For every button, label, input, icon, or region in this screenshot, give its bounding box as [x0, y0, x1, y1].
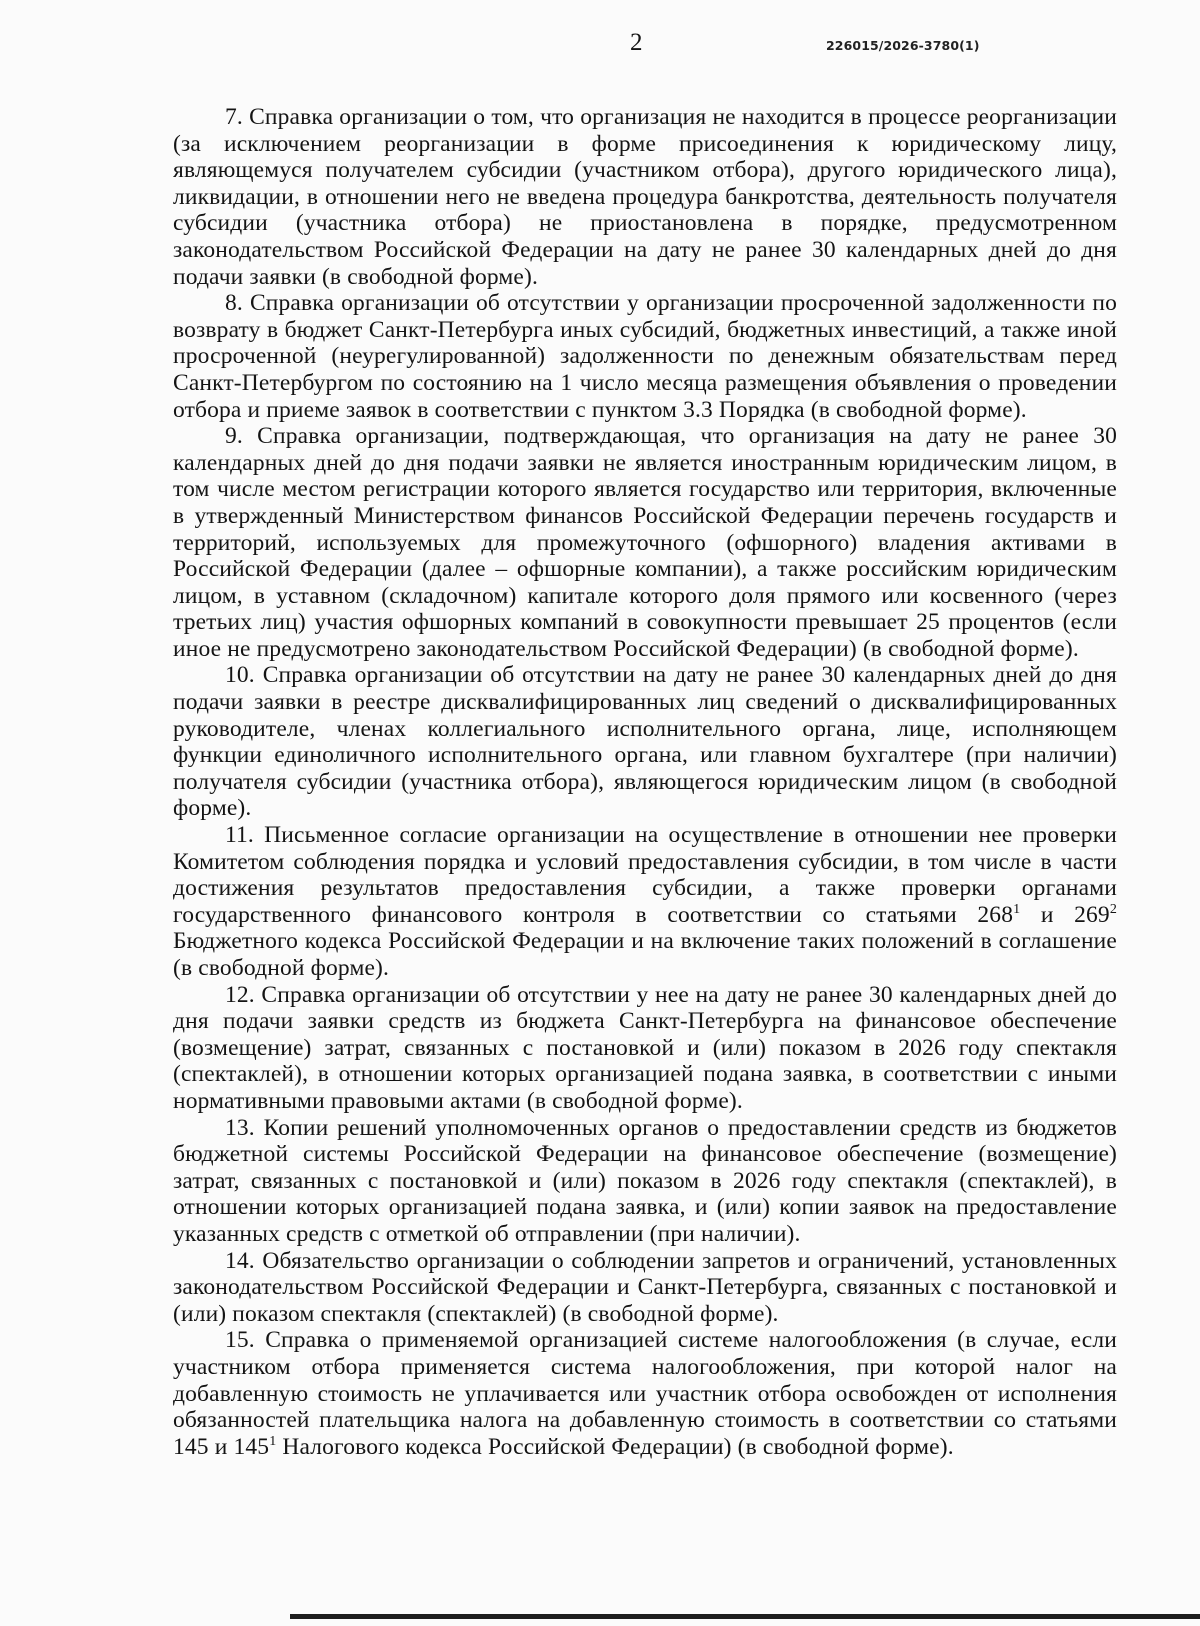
paragraph-11-mid: и 269 — [1020, 901, 1110, 928]
superscript: 2 — [1109, 901, 1117, 917]
paragraph-11 — [173, 822, 1117, 982]
paragraph-11-text: 11. Письменное согласие организации на осуществление в отношении нее проверки Комитетом соблюдения порядка и условий предоставления субсидии, в том числе в части достижения результатов предоставления субсидии, а также проверки органами государственного финансового контроля в соответствии со статьями 268 — [173, 822, 1117, 928]
registration-number: 226015/2026-3780(1) — [826, 38, 980, 53]
superscript: 1 — [1013, 901, 1021, 917]
document-body — [173, 104, 1117, 1460]
paragraph-13: 13. Копии решений уполномоченных органов о предоставлении средств из бюджетов бюджетной системы Российской Федерации на финансовое обеспечение (возмещение) затрат, связанных с постановкой и (или) показом в 2026 году спектакля (спектаклей), в отношении которых организацией подана заявка, и (или) копии заявок на предоставление указанных средств с отметкой об отправлении (при наличии). — [173, 1114, 1117, 1247]
paragraph-14: 14. Обязательство организации о соблюдении запретов и ограничений, установленных законодательством Российской Федерации и Санкт-Петербурга, связанных с постановкой и (или) показом спектакля (спектаклей) (в свободной форме). — [173, 1247, 1117, 1327]
paragraph-12: 12. Справка организации об отсутствии у нее на дату не ранее 30 календарных дней до дня подачи заявки средств из бюджета Санкт-Петербурга на финансовое обеспечение (возмещение) затрат, связанных с постановкой и (или) показом в 2026 году спектакля (спектаклей), в отношении которых организацией подана заявка, в соответствии с иными нормативными правовыми актами (в свободной форме). — [173, 981, 1117, 1114]
paragraph-10: 10. Справка организации об отсутствии на дату не ранее 30 календарных дней до дня подачи заявки в реестре дисквалифицированных лиц сведений о дисквалифицированных руководителе, членах коллегиального исполнительного органа, лице, исполняющем функции единоличного исполнительного органа, или главном бухгалтере (при наличии) получателя субсидии (участника отбора), являющегося юридическим лицом (в свободной форме). — [173, 662, 1117, 822]
paragraph-9: 9. Справка организации, подтверждающая, что организация на дату не ранее 30 календарных дней до дня подачи заявки не является иностранным юридическим лицом, в том числе местом регистрации которого является государство или территория, включенные в утвержденный Министерством финансов Российской Федерации перечень государств и территорий, используемых для промежуточного (офшорного) владения активами в Российской Федерации (далее – офшорные компании), а также российским юридическим лицом, в уставном (складочном) капитале которого доля прямого или косвенного (через третьих лиц) участия офшорных компаний в совокупности превышает 25 процентов (если иное не предусмотрено законодательством Российской Федерации) (в свободной форме). — [173, 423, 1117, 662]
page-number: 2 — [630, 29, 643, 56]
paragraph-15-text: 15. Справка о применяемой организацией системе налогообложения (в случае, если участником отбора применяется система налогообложения, при которой налог на добавленную стоимость не уплачивается или участник отбора освобожден от исполнения обязанностей плательщика налога на добавленную стоимость в соответствии со статьями 145 и 145 — [173, 1327, 1117, 1460]
paragraph-8: 8. Справка организации об отсутствии у организации просроченной задолженности по возврату в бюджет Санкт-Петербурга иных субсидий, бюджетных инвестиций, а также иной просроченной (неурегулированной) задолженности по денежным обязательствам перед Санкт-Петербургом по состоянию на 1 число месяца размещения объявления о проведении отбора и приеме заявок в соответствии с пунктом 3.3 Порядка (в свободной форме). — [173, 290, 1117, 423]
paragraph-7: 7. Справка организации о том, что организация не находится в процессе реорганизации (за исключением реорганизации в форме присоединения к юридическому лицу, являющемуся получателем субсидии (участником отбора), другого юридического лица), ликвидации, в отношении него не введена процедура банкротства, деятельность получателя субсидии (участника отбора) не приостановлена в порядке, предусмотренном законодательством Российской Федерации на дату не ранее 30 календарных дней до дня подачи заявки (в свободной форме). — [173, 104, 1117, 290]
paragraph-11-tail: Бюджетного кодекса Российской Федерации и на включение таких положений в соглашение (в свободной форме). — [173, 928, 1117, 981]
superscript: 1 — [269, 1433, 277, 1449]
scan-bottom-edge — [290, 1614, 1200, 1619]
paragraph-15-tail: Налогового кодекса Российской Федерации) (в свободной форме). — [276, 1433, 954, 1460]
paragraph-15 — [173, 1327, 1117, 1460]
